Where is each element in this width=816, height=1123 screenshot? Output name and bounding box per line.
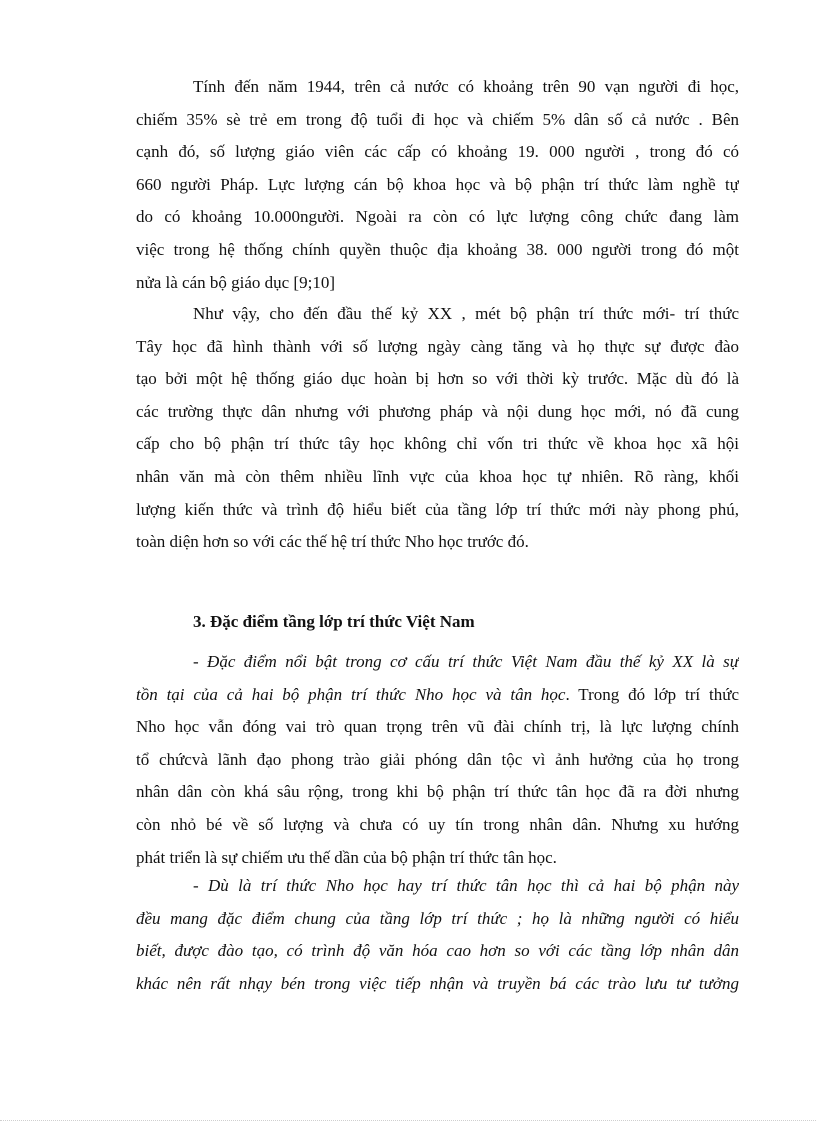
text-line: tạo bởi một hệ thống giáo dục hoàn bị hơn so với thời kỳ trước. Mặc dù đó là — [136, 369, 739, 389]
paragraph-2 — [136, 298, 739, 559]
text-line: nửa là cán bộ giáo dục [9;10] — [136, 272, 335, 292]
text-line: còn nhỏ bé về số lượng và chưa có uy tín trong nhân dân. Nhưng xu hướng — [136, 814, 739, 834]
italic-phrase: tồn tại của cả hai bộ phận trí thức Nho học và tân học — [136, 684, 566, 704]
text-line: tổ chứcvà lãnh đạo phong trào giải phóng dân tộc vì ảnh hưởng của họ trong — [136, 749, 739, 769]
text-line: nhân văn mà còn thêm nhiều lĩnh vực của khoa học tự nhiên. Rõ ràng, khối — [136, 466, 739, 486]
text-line: nhân dân còn khá sâu rộng, trong khi bộ phận trí thức tân học đã ra đời nhưng — [136, 782, 739, 802]
text-line: - Đặc điểm nổi bật trong cơ cấu trí thức Việt Nam đầu thế kỷ XX là sự — [193, 652, 739, 671]
text-line: Như vậy, cho đến đầu thế kỷ XX , mét bộ phận trí thức mới- trí thức — [193, 304, 739, 323]
text-line: cấp cho bộ phận trí thức tây học không chỉ vốn tri thức về khoa học xã hội — [136, 434, 739, 454]
text-line: các trường thực dân nhưng với phương pháp và nội dung học mới, nó đã cung — [136, 401, 739, 421]
paragraph-1 — [136, 71, 739, 299]
text-line: phát triển là sự chiếm ưu thế dần của bộ phận trí thức tân học. — [136, 847, 557, 867]
text-line: đều mang đặc điểm chung của tầng lớp trí thức ; họ là những người có hiểu — [136, 908, 739, 928]
paragraph-4 — [136, 870, 739, 1000]
text-run: . Trong đó lớp trí thức — [565, 684, 739, 704]
text-line: do có khoảng 10.000người. Ngoài ra còn có lực lượng công chức đang làm — [136, 207, 739, 227]
text-line: Tây học đã hình thành với số lượng ngày càng tăng và họ thực sự được đào — [136, 336, 739, 356]
text-line: - Dù là trí thức Nho học hay trí thức tân học thì cả hai bộ phận này — [193, 876, 739, 895]
paragraph-3 — [136, 646, 739, 874]
text-line: biết, được đào tạo, có trình độ văn hóa cao hơn so với các tầng lớp nhân dân — [136, 941, 739, 961]
text-line: 660 người Pháp. Lực lượng cán bộ khoa học và bộ phận trí thức làm nghề tự — [136, 174, 739, 194]
text-line: cạnh đó, số lượng giáo viên các cấp có khoảng 19. 000 người , trong đó có — [136, 142, 739, 162]
text-line: Tính đến năm 1944, trên cả nước có khoảng trên 90 vạn người đi học, — [193, 77, 739, 96]
text-line: lượng kiến thức và trình độ hiểu biết của tầng lớp trí thức mới này phong phú, — [136, 499, 739, 519]
page-bottom-divider — [0, 1120, 816, 1121]
text-line: toàn diện hơn so với các thế hệ trí thức Nho học trước đó. — [136, 532, 529, 552]
text-line: việc trong hệ thống chính quyền thuộc địa khoảng 38. 000 người trong đó một — [136, 239, 739, 259]
text-line: chiếm 35% sè trẻ em trong độ tuổi đi học và chiếm 5% dân số cả nước . Bên — [136, 109, 739, 129]
text-line — [136, 679, 739, 712]
text-line: Nho học vẫn đóng vai trò quan trọng trên vũ đài chính trị, là lực lượng chính — [136, 717, 739, 737]
text-line: khác nên rất nhạy bén trong việc tiếp nhận và truyền bá các trào lưu tư tưởng — [136, 973, 739, 993]
section-heading: 3. Đặc điểm tầng lớp trí thức Việt Nam — [193, 612, 475, 631]
